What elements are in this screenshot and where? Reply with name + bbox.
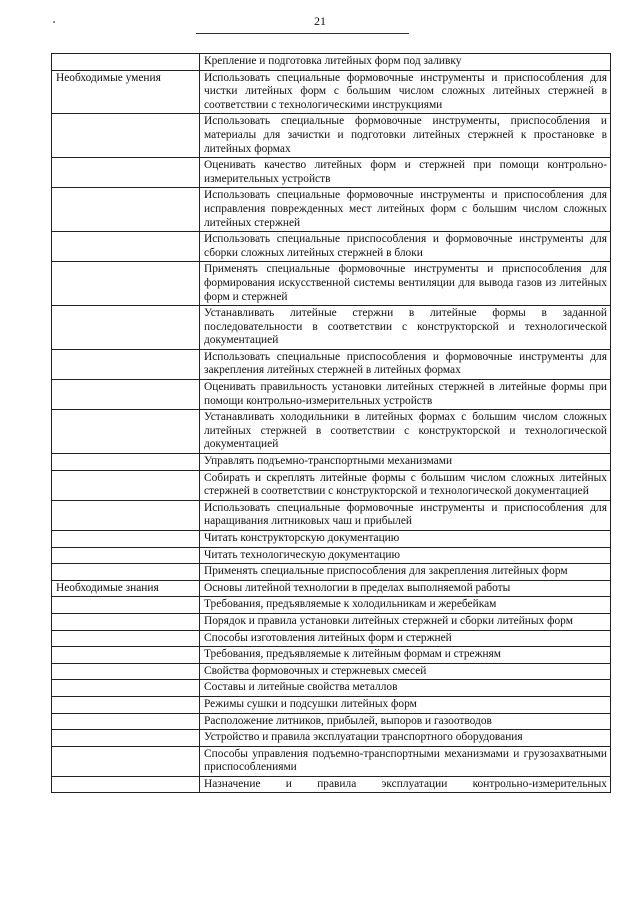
- table-row: [52, 564, 611, 581]
- table-row: [52, 262, 611, 306]
- item-cell: Использовать специальные формовочные инструменты и приспособления для исправления поврежденных мест литейных форм с большим числом сложных литейных стержней: [200, 188, 611, 232]
- header-rule: [196, 33, 409, 34]
- table-row: [52, 232, 611, 262]
- section-cell: [52, 776, 200, 792]
- table-row: [52, 380, 611, 410]
- table-row: [52, 630, 611, 647]
- section-cell: [52, 730, 200, 747]
- section-cell: [52, 232, 200, 262]
- table-row: [52, 547, 611, 564]
- table-row: [52, 114, 611, 158]
- item-cell: Режимы сушки и подсушки литейных форм: [200, 696, 611, 713]
- table-row: [52, 410, 611, 454]
- item-cell: Применять специальные приспособления для закрепления литейных форм: [200, 564, 611, 581]
- table-row: [52, 746, 611, 776]
- section-cell: [52, 262, 200, 306]
- item-cell: Крепление и подготовка литейных форм под заливку: [200, 54, 611, 71]
- section-cell: [52, 663, 200, 680]
- section-cell: [52, 713, 200, 730]
- section-cell: [52, 158, 200, 188]
- item-cell: Собирать и скреплять литейные формы с большим числом сложных литейных стержней в соответствии с конструкторской и технологической документацией: [200, 470, 611, 500]
- item-cell: Оценивать качество литейных форм и стержней при помощи контрольно-измерительных устройств: [200, 158, 611, 188]
- table-row: [52, 500, 611, 530]
- table-row: [52, 70, 611, 114]
- item-cell: Требования, предъявляемые к холодильникам и жеребейкам: [200, 597, 611, 614]
- item-cell: Расположение литников, прибылей, выпоров и газоотводов: [200, 713, 611, 730]
- table-row: [52, 613, 611, 630]
- section-cell: [52, 531, 200, 548]
- section-cell: [52, 349, 200, 379]
- table-row: [52, 663, 611, 680]
- section-cell: [52, 500, 200, 530]
- section-cell: [52, 306, 200, 350]
- item-cell: Свойства формовочных и стержневых смесей: [200, 663, 611, 680]
- table-row: [52, 696, 611, 713]
- item-cell: Управлять подъемно-транспортными механизмами: [200, 454, 611, 471]
- table-row: [52, 188, 611, 232]
- item-cell: Порядок и правила установки литейных стержней и сборки литейных форм: [200, 613, 611, 630]
- item-cell: Читать технологическую документацию: [200, 547, 611, 564]
- table-row: [52, 454, 611, 471]
- section-cell: [52, 454, 200, 471]
- section-cell: [52, 597, 200, 614]
- item-cell: [200, 776, 611, 792]
- item-cell: Устанавливать литейные стержни в литейные формы в заданной последовательности в соответствии с конструкторской и технологической документацией: [200, 306, 611, 350]
- scan-speck: [53, 21, 55, 23]
- table-row: [52, 470, 611, 500]
- item-cell: Использовать специальные формовочные инструменты и приспособления для чистки литейных форм с большим числом сложных литейных стержней в соответствии с технологическими инструкциями: [200, 70, 611, 114]
- item-cell: Использовать специальные приспособления и формовочные инструменты для сборки сложных литейных стержней в блоки: [200, 232, 611, 262]
- table-row: [52, 306, 611, 350]
- section-cell: [52, 470, 200, 500]
- table-row: [52, 647, 611, 664]
- table-row: [52, 349, 611, 379]
- section-cell: [52, 54, 200, 71]
- item-cell: Использовать специальные формовочные инструменты и приспособления для наращивания литниковых чаш и прибылей: [200, 500, 611, 530]
- table-row: [52, 776, 611, 792]
- item-cell: Оценивать правильность установки литейных стержней в литейные формы при помощи контрольно-измерительных устройств: [200, 380, 611, 410]
- item-cell: Применять специальные формовочные инструменты и приспособления для формирования искусственной системы вентиляции для вывода газов из литейных форм и стержней: [200, 262, 611, 306]
- section-cell: [52, 380, 200, 410]
- table-row: [52, 158, 611, 188]
- item-cell: Читать конструкторскую документацию: [200, 531, 611, 548]
- item-cell: Основы литейной технологии в пределах выполняемой работы: [200, 580, 611, 597]
- requirements-table: [51, 53, 611, 793]
- item-cell: Составы и литейные свойства металлов: [200, 680, 611, 697]
- section-cell: [52, 547, 200, 564]
- table-row: [52, 54, 611, 71]
- table-row: [52, 580, 611, 597]
- section-cell: [52, 188, 200, 232]
- item-cell: Устройство и правила эксплуатации транспортного оборудования: [200, 730, 611, 747]
- item-cell: Использовать специальные формовочные инструменты, приспособления и материалы для зачистки и подготовки литейных стержней к простановке в литейных формах: [200, 114, 611, 158]
- section-cell: [52, 114, 200, 158]
- table-row: [52, 680, 611, 697]
- section-cell: [52, 410, 200, 454]
- table-row: [52, 713, 611, 730]
- page-number: 21: [314, 14, 326, 28]
- table-row: [52, 730, 611, 747]
- item-cell: Устанавливать холодильники в литейных формах с большим числом сложных литейных стержней в соответствии с конструкторской и технологической документацией: [200, 410, 611, 454]
- section-cell: [52, 613, 200, 630]
- section-cell: [52, 647, 200, 664]
- section-cell: Необходимые умения: [52, 70, 200, 114]
- item-cell: Требования, предъявляемые к литейным формам и стрежням: [200, 647, 611, 664]
- table-row: [52, 531, 611, 548]
- item-cell: Использовать специальные приспособления и формовочные инструменты для закрепления литейных стержней в литейных формах: [200, 349, 611, 379]
- section-cell: [52, 564, 200, 581]
- section-cell: [52, 630, 200, 647]
- section-cell: [52, 696, 200, 713]
- cut-off-text: Назначение и правила эксплуатации контрольно-измерительных: [204, 777, 607, 790]
- item-cell: Способы управления подъемно-транспортными механизмами и грузозахватными приспособлениями: [200, 746, 611, 776]
- table-row: [52, 597, 611, 614]
- section-cell: [52, 680, 200, 697]
- section-cell: [52, 746, 200, 776]
- item-cell: Способы изготовления литейных форм и стержней: [200, 630, 611, 647]
- section-cell: Необходимые знания: [52, 580, 200, 597]
